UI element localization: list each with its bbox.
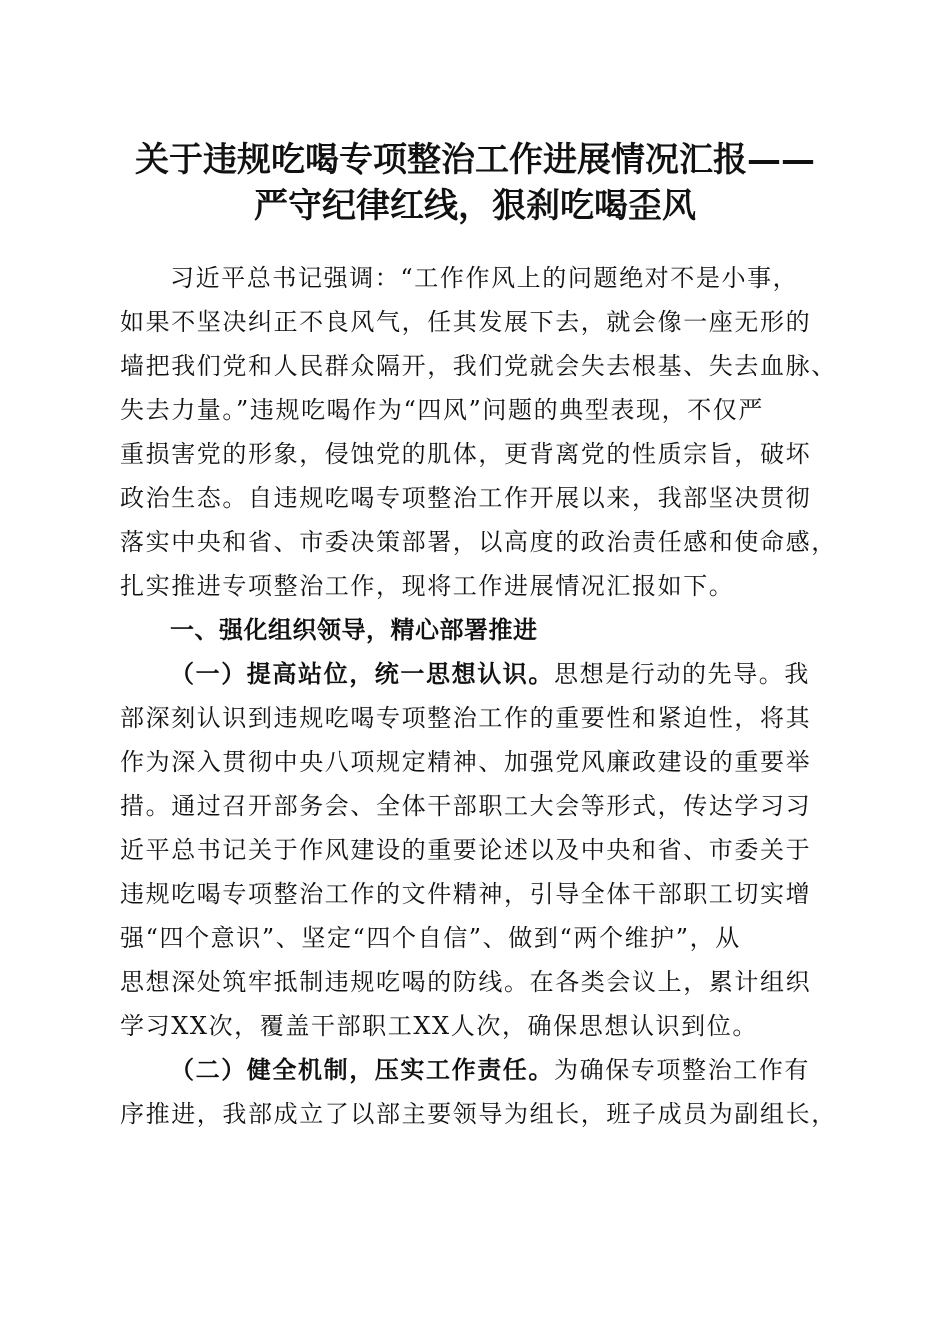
intro-paragraph-line: 如果不坚决纠正不良风气，任其发展下去，就会像一座无形的 — [120, 308, 812, 336]
subsection-1-lead: （一）提高站位，统一思想认识。 — [170, 659, 554, 688]
subsection-2-first-rest: 为确保专项整治工作有 — [554, 1056, 810, 1084]
subsection-1-line: 违规吃喝专项整治工作的文件精神，引导全体干部职工切实增 — [120, 880, 812, 908]
subsection-1-line: 作为深入贯彻中央八项规定精神、加强党风廉政建设的重要举 — [120, 748, 812, 776]
subsection-1-line: 思想深处筑牢抵制违规吃喝的防线。在各类会议上，累计组织 — [120, 968, 812, 996]
intro-paragraph-line: 重损害党的形象，侵蚀党的肌体，更背离党的性质宗旨，破坏 — [120, 440, 812, 468]
subsection-1-first-line — [120, 652, 850, 696]
subsection-2-first-line — [120, 1048, 850, 1092]
subsection-1-first-rest: 思想是行动的先导。我 — [554, 660, 810, 688]
intro-paragraph-line: 墙把我们党和人民群众隔开，我们党就会失去根基、失去血脉、 — [120, 352, 837, 380]
document-title-line-2: 严守纪律红线，狠刹吃喝歪风 — [254, 186, 696, 226]
subsection-1-line: 强“四个意识”、坚定“四个自信”、做到“两个维护”，从 — [120, 924, 741, 952]
intro-paragraph-line: 失去力量。”违规吃喝作为“四风”问题的典型表现，不仅严 — [120, 396, 765, 424]
intro-paragraph-line: 扎实推进专项整治工作，现将工作进展情况汇报如下。 — [120, 572, 735, 600]
subsection-1-line: 学习XX次，覆盖干部职工XX人次，确保思想认识到位。 — [120, 1012, 758, 1040]
subsection-1-line: 部深刻认识到违规吃喝专项整治工作的重要性和紧迫性，将其 — [120, 704, 812, 732]
subsection-2-lead: （二）健全机制，压实工作责任。 — [170, 1055, 554, 1084]
intro-paragraph-line: 政治生态。自违规吃喝专项整治工作开展以来，我部坚决贯彻 — [120, 484, 812, 512]
subsection-1-line: 近平总书记关于作风建设的重要论述以及中央和省、市委关于 — [120, 836, 812, 864]
intro-paragraph-line: 落实中央和省、市委决策部署，以高度的政治责任感和使命感， — [120, 528, 837, 556]
document-body — [120, 256, 850, 1136]
subsection-2-line: 序推进，我部成立了以部主要领导为组长，班子成员为副组长， — [120, 1100, 837, 1128]
document-title-line-1: 关于违规吃喝专项整治工作进展情况汇报—— — [135, 140, 815, 180]
section-heading-1: 一、强化组织领导，精心部署推进 — [170, 616, 538, 644]
subsection-1-line: 措。通过召开部务会、全体干部职工大会等形式，传达学习习 — [120, 792, 812, 820]
intro-paragraph-line: 习近平总书记强调：“工作作风上的问题绝对不是小事， — [170, 264, 799, 292]
